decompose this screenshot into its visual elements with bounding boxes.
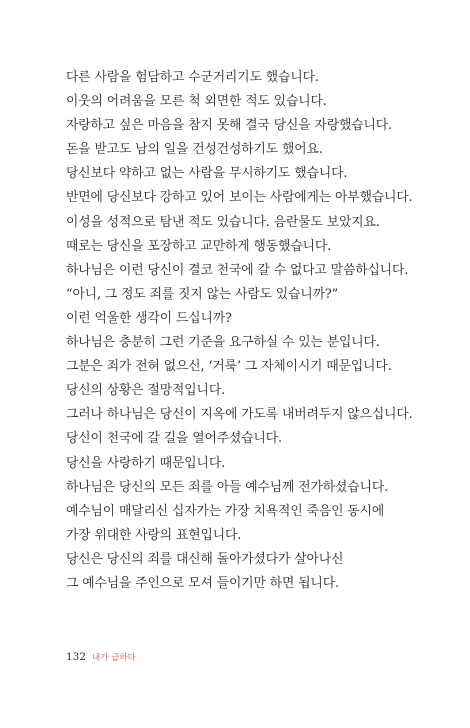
text-line: 예수님이 매달리신 십자가는 가장 치욕적인 죽음인 동시에	[66, 503, 385, 519]
text-line: 다른 사람을 험담하고 수군거리기도 했습니다.	[66, 70, 319, 85]
text-line: 당신은 당신의 죄를 대신해 돌아가셨다가 살아나신	[66, 551, 344, 567]
text-line: “아니, 그 정도 죄를 짓지 않는 사람도 있습니까?”	[66, 286, 339, 302]
page-number: 132	[66, 651, 87, 663]
text-line: 가장 위대한 사랑의 표현입니다.	[66, 527, 242, 543]
text-line: 돈을 받고도 남의 일을 건성건성하기도 했어요.	[66, 142, 323, 158]
body-text	[66, 66, 413, 596]
page-footer	[66, 649, 136, 663]
text-line: 하나님은 당신의 모든 죄를 아들 예수님께 전가하셨습니다.	[66, 479, 389, 495]
text-line: 이웃의 어려움을 모른 척 외면한 적도 있습니다.	[66, 94, 327, 110]
text-line: 그분은 죄가 전혀 없으신, ‘거룩’ 그 자체이시기 때문입니다.	[66, 359, 392, 375]
text-line: 그 예수님을 주인으로 모셔 들이기만 하면 됩니다.	[66, 575, 340, 591]
text-line: 당신을 사랑하기 때문입니다.	[66, 455, 226, 471]
text-line: 하나님은 충분히 그런 기준을 요구하실 수 있는 분입니다.	[66, 335, 380, 351]
text-line: 자랑하고 싶은 마음을 참지 못해 결국 당신을 자랑했습니다.	[66, 118, 393, 134]
text-line: 당신의 상황은 절망적입니다.	[66, 383, 226, 399]
running-title: 내가 급하다	[92, 653, 136, 663]
text-line: 그러나 하나님은 당신이 지옥에 가도록 내버려두지 않으십니다.	[66, 407, 413, 423]
text-line: 당신이 천국에 갈 길을 열어주셨습니다.	[66, 431, 283, 447]
text-line: 이런 억울한 생각이 드십니까?	[66, 310, 232, 326]
text-line: 당신보다 약하고 없는 사람을 무시하기도 했습니다.	[66, 166, 348, 182]
text-line: 이성을 성적으로 탐낸 적도 있습니다. 음란물도 보았지요.	[66, 214, 380, 230]
text-line: 반면에 당신보다 강하고 있어 보이는 사람에게는 아부했습니다.	[66, 190, 413, 206]
text-line: 때로는 당신을 포장하고 교만하게 행동했습니다.	[66, 238, 332, 254]
text-line: 하나님은 이런 당신이 결코 천국에 갈 수 없다고 말씀하십니다.	[66, 262, 409, 278]
